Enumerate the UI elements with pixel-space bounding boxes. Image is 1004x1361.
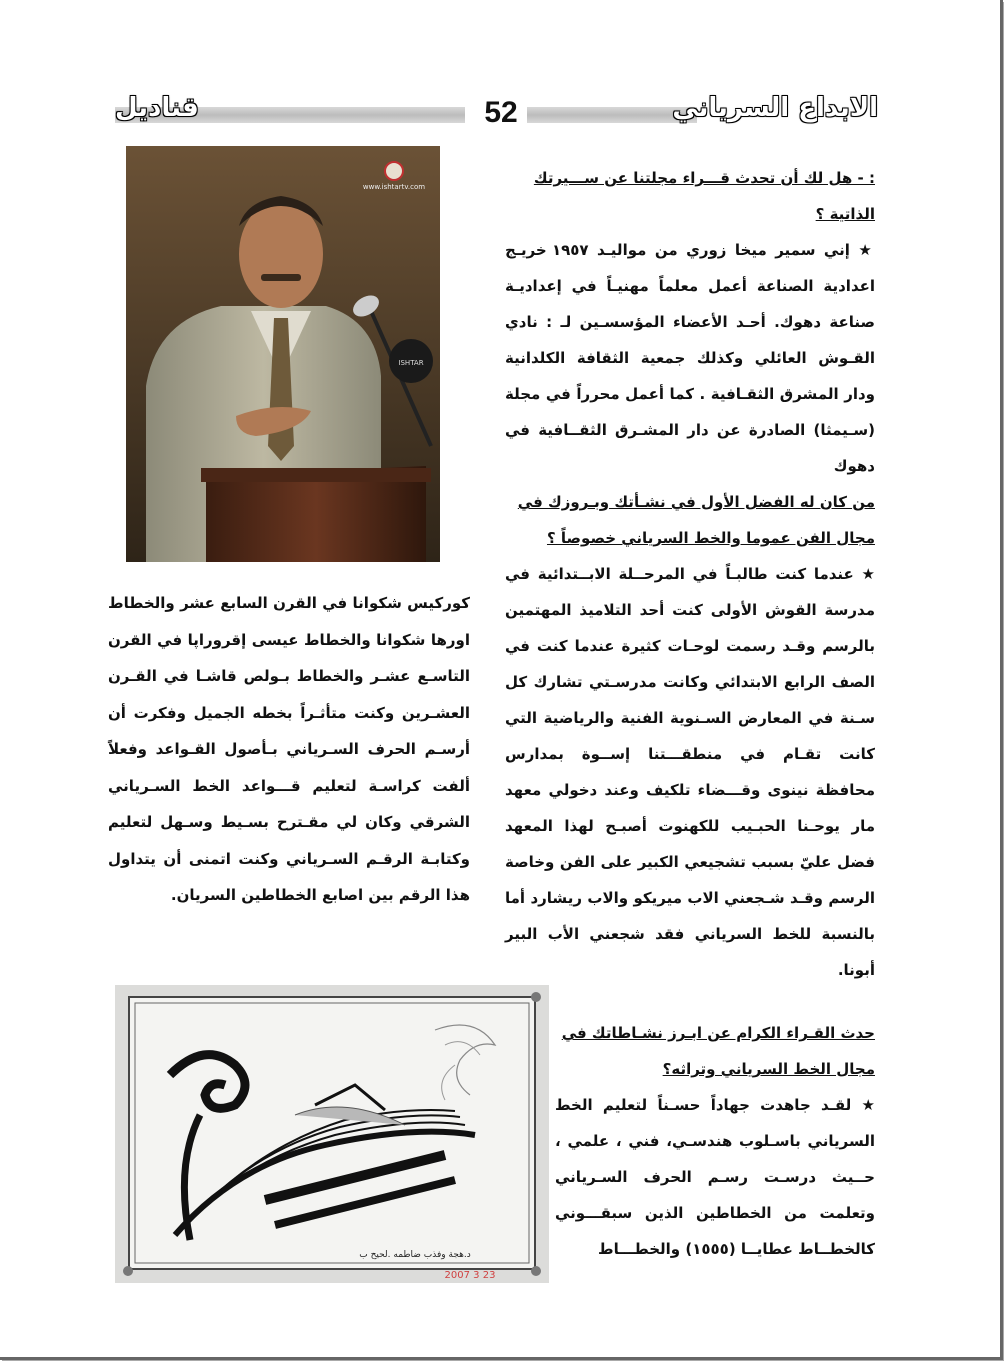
answer-3: ★ لقـد جاهدت جهاداً حسـناً لتعليم الخط السرياني باسـلوب هندسـي، فني ، علمي ، حــيث درسـت رسـم الحرف السـرياني وتعلمت من الخطاطين الذين سبقـــوني كالخطــاط عطايــا (١٥٥٥) والخطـــاط <box>555 1096 875 1258</box>
speaker-photo <box>126 146 440 562</box>
question-2-line-1: من كان له الفضل الأول في نشـأتك وبـروزك في <box>517 493 875 511</box>
question-3-line-1: حدث القـراء الكرام عن ابـرز نشـاطاتك في <box>561 1024 875 1042</box>
answer-2: ★ عندما كنت طالبـاً في المرحــلة الابــتدائية في مدرسة القوش الأولى كنت أحد التلاميذ المهتمين بالرسم وقـد رسمت لوحـات كثيرة عندما كنت في الصف الرابع الابتدائي وكانت مدرسـتي تشارك كل سـنة في المعارض السـنوية الفنية والرياضية التي كانت تقـام في منطقـــتنا إســوة بمدارس محافظة نينوى وقـــضاء تلكيف وعند دخولي معهد مار يوحـنا الحبـيب للكهنوت أصبـح لهذا المعهد فضل عليّ بسبب تشجيعي الكبير على الفن وخاصة الرسم وقـد شـجعني الاب ميريكو والاب ريشارد أما بالنسبة للخط السرياني فقد شجعني الأب البير أبونا. <box>505 565 875 979</box>
question-2-line-2: مجال الفن عموما والخط السرياني خصوصاً ؟ <box>546 529 875 547</box>
photo-watermark: www.ishtartv.com <box>362 183 426 191</box>
magazine-title: الابداع السرياني <box>672 93 878 123</box>
left-column <box>108 585 470 914</box>
question-3-line-2: مجال الخط السرياني وتراثه؟ <box>662 1060 875 1078</box>
question-1-line-2: الذاتية ؟ <box>815 205 875 223</box>
calligraphy-caption: د.هجة وفذب ضاطمه .لحيح ب <box>359 1250 471 1260</box>
question-1-line-1: : - هل لك أن تحدث قـــراء مجلتنا عن ســـيرتك <box>533 169 875 187</box>
mic-label: ISHTAR <box>398 359 424 367</box>
speaker-photo-drawing <box>126 146 440 562</box>
section-title: قناديل <box>115 93 199 123</box>
page-number: 52 <box>484 96 518 129</box>
calligraphy-artwork <box>115 985 549 1283</box>
date-stamp: 2007 3 23 <box>444 1270 496 1281</box>
answer-1: ★ إني سمير ميخا زوري من مواليـد ١٩٥٧ خريـج اعدادية الصناعة أعمل معلماً مهنيـاً في إعداديـة صناعة دهوك. أحـد الأعضاء المؤسسـين لـ : نادي القـوش العائلي وكذلك جمعية الثقافة الكلدانية ودار المشرق الثقـافية . كما أعمل محرراً في مجلة (سـيمثا) الصادرة عن دار المشـرق الثقــافية في دهوك <box>505 241 875 475</box>
right-column <box>505 160 875 988</box>
bottom-column <box>555 1015 875 1267</box>
calligraphy-drawing <box>115 985 549 1283</box>
left-column-text: كوركيس شكوانا في القرن السابع عشر والخطاط اورها شكوانا والخطاط عيسى إقروراپا في القرن التاسـع عشـر والخطاط بـولص قاشـا في القـرن العشـرين وكنت متأثـراً بخطه الجميل وفكرت أن أرسـم الحرف السـرياني بـأصول القـواعد وفعلاً ألفت كراسـة لتعليم قـــواعد الخط السـرياني الشرقي وكان لي مقـترح بسـيط وسـهل لتعليم وكتابـة الرقـم السـرياني وكنت اتمنى أن يتداول هذا الرقم بين اصابع الخطاطين السريان. <box>108 594 470 904</box>
